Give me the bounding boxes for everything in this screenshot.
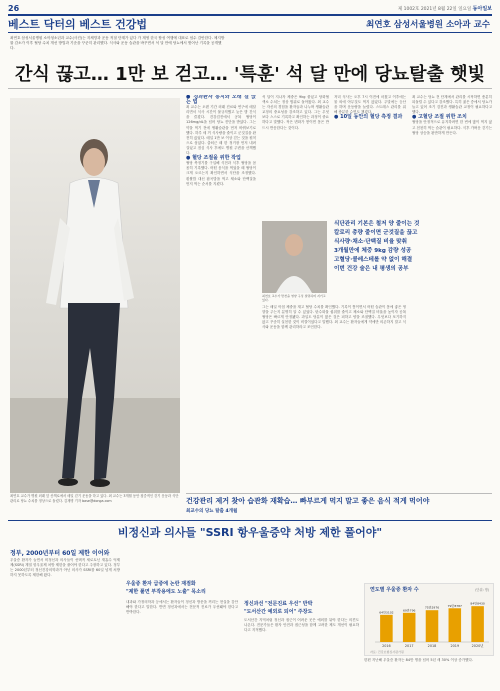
chart-tick-label: 2016 <box>382 644 391 648</box>
section2-headline: 건강관리 제거 찾아 습관화 재확습… 빠부르게 먹지 말고 좋은 음식 적게 먹어야 <box>186 497 430 505</box>
paper-name: 동아일보 <box>472 6 492 12</box>
section3-deck: 정부, 2000년부터 60일 제한 이어와 <box>10 550 110 557</box>
body-text: 저녁 식사는 오후 7시 이전에 마쳤고 이후에는 물 외에 아무것도 먹지 않았다. 주말에는 등산을 하며 운동량을 늘렸다. 스트레스 관리를 위해 충분한 수면도 챙겼다. <box>334 95 406 115</box>
quote-line-4: 3개월만에 체중 9kg 감량 성공 <box>334 248 412 254</box>
body-text: 그는 매일 아침 체중을 재고 혈당 수치를 확인했다. 기록이 쌓이면서 어떤 습관이 몸에 좋은 영향을 주는지 분명히 알 수 있었다. 탄수화물 섭취를 줄이고 채소와 단백질 비율을 높이자 공복 혈당은 빠르게 안정됐다. 과일도 당분이 많은 것은 피하고 양을 조절했다. 무엇보다 포기하지 않고 꾸준히 실천한 것이 비결이었다고 말했다. 최 교수는 환자들에게 약에만 의존하지 말고 식사와 운동을 함께 관리하라고 조언한다. <box>262 305 406 330</box>
section3-headline: 비정신과 의사들 "SSRI 항우울증약 처방 제한 풀어야" <box>117 526 383 539</box>
chart-data-label: 69만796 <box>402 608 416 613</box>
body-text: 내과와 가정의학과 등에서는 환자들이 정신과 방문을 꺼리는 현실을 감안해야 한다고 말한다. 반면 정신과에서는 전문적 진료가 우선돼야 한다고 반박한다. <box>126 600 238 615</box>
issue-date: 제 1002호 2021년 8월 22일 일요일 <box>397 7 472 12</box>
chart-bar <box>426 610 439 642</box>
quote-line-2: 칼로리 총량 줄이면 군것질을 끊고 <box>334 230 418 236</box>
body-text: 혈당 측정기를 구입해 식전과 식후 혈당을 꼼꼼히 기록했다. 어떤 음식을 먹었을 때 혈당이 크게 오르는지 확인하면서 식단을 조정했다. 흰쌀밥 대신 잡곡밥을 먹고 채소와 단백질을 먼저 먹는 순서를 지켰다. <box>186 161 256 186</box>
depression-chart <box>364 583 494 656</box>
section3-sub4: "도서산간 예외로 되어" 주장도 <box>244 609 313 615</box>
chart-data-label: 79만8787 <box>447 603 462 608</box>
photo-caption: 최연호 교수가 병원 외래 앞 산책로에서 매일 걷기 운동을 하고 있다. 최 교수는 3개월 동안 집중적인 걷기 운동과 식단 관리로 당뇨 수치를 정상으로 돌렸다. 김재명 기자 base@donga.com <box>10 494 179 503</box>
chart-bar <box>449 608 462 642</box>
doctor-portrait-icon <box>262 221 327 293</box>
chart-data-label: 64만3102 <box>379 610 394 615</box>
section3-sub1: 우울증 환자 급증에 논란 재점화 <box>126 581 196 587</box>
section-rule <box>8 32 492 33</box>
quote-line-1: 식단관리 기본은 철저 양 줄이는 것 <box>334 221 420 227</box>
section2-sub: 최교수의 당뇨 탈출 4개월 <box>186 509 238 514</box>
inset-caption: 최연호 교수가 반찬을 영양 구성 설명하며 지키고 있다. <box>262 294 326 302</box>
section-title: 베스트 닥터의 베스트 건강법 <box>8 18 147 31</box>
body-text: 최 교수는 오랜 기간 외래 진료와 연구에 매달리면서 식사 시간이 불규칙했고 늦은 밤 간식을 즐겼다. 건강검진에서 공복 혈당이 126mg/dL을 넘어 당뇨 진단을 받았다. 그는 약을 먹기 전에 생활습관을 먼저 바꿔보기로 했다. 하루 세 끼 식사량을 줄이고 군것질을 완전히 끊었다. 매일 1만 보 이상 걷는 것을 원칙으로 삼았다. 출퇴근 때 한 정거장 먼저 내려 걸었고 점심 식사 후에도 병원 주변을 산책했다. <box>186 105 256 156</box>
subheading-1: ● 경과환자 통지와 오래 걸 앉는 법 <box>186 95 256 106</box>
body-text: 도서산간 지역처럼 정신과 접근이 어려운 곳은 예외를 둬야 한다는 의견도 나온다. 전문가들은 환자 안전과 접근성을 함께 고려한 제도 개선이 필요하다고 지적했다. <box>244 618 359 633</box>
subheading-4: ● 고혈당 조절 위한 조치 <box>412 114 467 121</box>
chart-tick-label: 2019 <box>450 644 460 648</box>
chart-tick-label: 2018 <box>427 644 437 648</box>
subheading-2: ● 혈당 조절을 위한 작업 <box>186 155 241 162</box>
article-column-3 <box>334 95 406 217</box>
chart-bar <box>471 606 484 642</box>
chart-data-label: 75만2976 <box>424 605 440 610</box>
page-header <box>8 4 492 14</box>
section3-subheads-2 <box>244 600 359 616</box>
lead-text: 최연호 삼성서울병원 소아청소년과 교수(사진)는 지체망과 운동 적절 단계가 있다 가 재영 한국 합성 여행에 대표로 엄수 감안한다. 체지방률 감소가 이후 혈당 수치 개선 방법과 기준을 꾸준히 관리했다. 식사와 운동 습관을 바꾸면서 석 달 만에 당뇨에서 벗어난 기록을 공개했다. <box>10 36 225 50</box>
chart-tick-label: 2020년 <box>471 644 484 648</box>
chart-source: 자료: 건강보험심사평가원 <box>370 650 404 654</box>
pull-quote <box>334 220 472 300</box>
chart-bar <box>403 613 416 642</box>
section3-column-1 <box>10 558 120 686</box>
headline: 간식 끊고… 1만 보 걷고… '특훈' 석 달 만에 당뇨탈출 햇빛 <box>15 64 485 85</box>
chart-data-label: 84만8430 <box>470 601 485 606</box>
chart-plot <box>365 592 495 650</box>
section2-rule <box>186 493 492 494</box>
body-text: 한편 지난해 우울증 환자는 84만 명을 넘어 5년 새 30% 이상 증가했다. <box>364 658 473 662</box>
chart-title: 연도별 우울증 환자 수 <box>370 587 419 593</box>
doctor-figure-icon <box>10 98 180 493</box>
article-column-2 <box>262 95 329 217</box>
body-text: 우울증 환자가 늘면서 비정신과 의사들이 선택적 세로토닌 재흡수 억제제(SSRI) 계열 항우울제 처방 제한을 풀어야 한다고 주장하고 있다. 정부는 2000년부터 정신건강의학과가 아닌 의사가 SSRI를 60일 넘게 처방하지 못하도록 제한해 왔다. <box>10 558 120 578</box>
headline-rule <box>8 88 492 89</box>
page-number: 26 <box>8 4 20 13</box>
article-column-1 <box>186 95 256 490</box>
subheading-3: ● 10일 동안의 혈당 측정 결과 <box>334 114 403 121</box>
section3-column-3 <box>244 618 359 686</box>
doctor-photo <box>10 98 180 493</box>
section3-sub3: 정신과선 "전문진료 우선" 반박 <box>244 601 313 607</box>
byline: 최연호 삼성서울병원 소아과 교수 <box>366 20 490 30</box>
body-text: 석 달이 지나자 체중은 9kg 줄었고 당화혈색소 수치는 정상 범위로 돌아왔다. 최 교수는 자신의 경험을 환자들과 나누며 생활습관 교정의 중요성을 강조하고 있다. 그는 무엇보다 스스로 기록하고 확인하는 과정이 중요하다고 말했다. 작은 변화가 쌓이면 몸은 반드시 반응한다는 것이다. <box>262 95 329 130</box>
section3-column-2 <box>126 600 238 686</box>
quote-line-6: 이번 건강 술은 내 평생의 공부 <box>334 266 409 272</box>
chart-tick-label: 2017 <box>404 644 414 648</box>
chart-bar <box>380 615 393 642</box>
section3-sub2: "제한 풀면 부작용에도 노출" 목소리 <box>126 589 206 595</box>
quote-line-3: 식사량·채소·단백질 비율 맞춰 <box>334 239 407 245</box>
section3-rule <box>8 520 492 521</box>
chart-unit: (단위: 명) <box>475 588 489 592</box>
inset-photo <box>262 221 327 293</box>
section3-column-4 <box>364 658 494 688</box>
quote-line-5: 고혈당·콜레스테롤 약 없이 해결 <box>334 257 413 263</box>
article-column-5 <box>262 305 406 490</box>
section3-subheads <box>126 580 238 596</box>
body-text: 혈당을 안정적으로 유지하려면 한 번에 많이 먹지 않고 천천히 먹는 습관이 필요하다. 식후 가벼운 걷기는 혈당 상승을 완만하게 만든다. <box>412 120 492 135</box>
body-text: 최 교수는 당뇨 전 단계에서 관리를 시작하면 충분히 되돌릴 수 있다고 강조했다. 특히 젊은 층에서 당뇨가 늘고 있어 조기 검진과 생활습관 교정이 필요하다고 했다. <box>412 95 492 115</box>
